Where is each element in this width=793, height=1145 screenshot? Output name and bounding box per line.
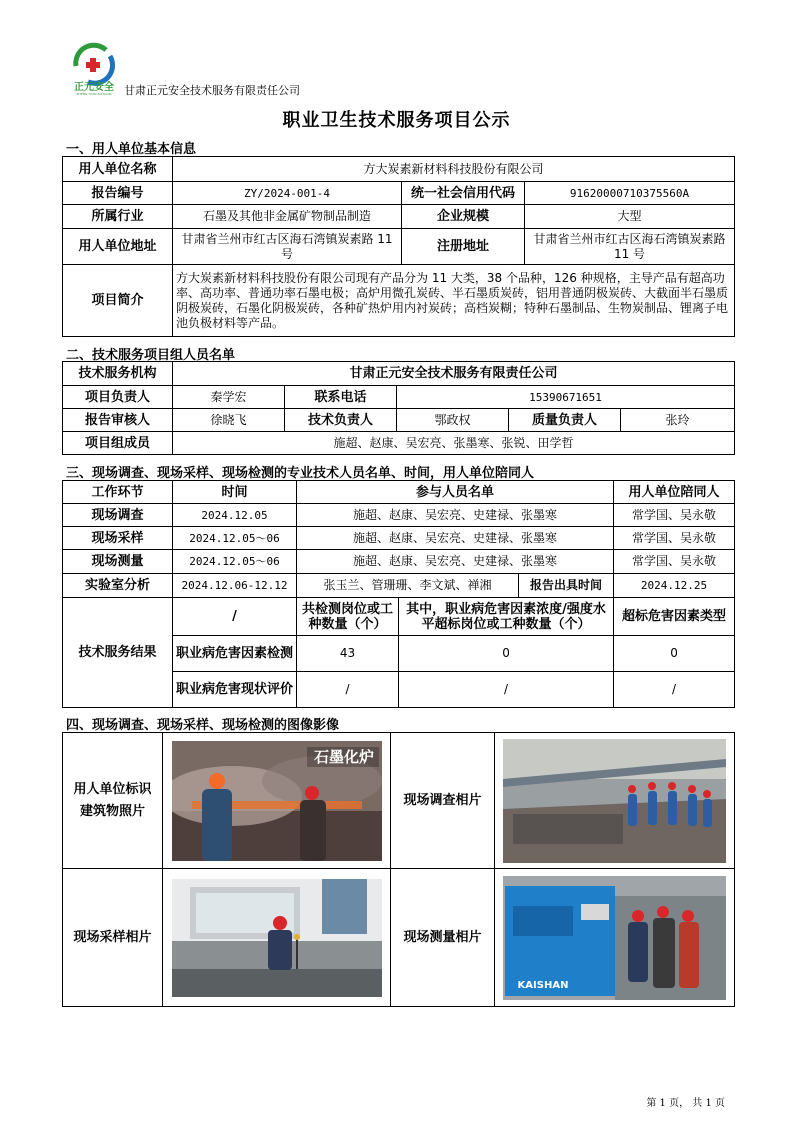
org-label: 技术服务机构 — [63, 362, 173, 386]
section1-heading: 一、用人单位基本信息 — [66, 142, 197, 157]
tech-value: 鄂政权 — [397, 409, 509, 432]
table-row — [63, 205, 735, 229]
quality-label: 质量负责人 — [509, 409, 621, 432]
members-value: 施超、赵康、吴宏亮、张墨寒、张锐、田学哲 — [173, 432, 735, 455]
reg-address-label: 注册地址 — [402, 229, 525, 265]
page-number: 第 1 页， 共 1 页 — [646, 1098, 725, 1109]
escort-measure: 常学国、吴永敬 — [614, 550, 735, 574]
intro-value: 方大炭素新材料科技股份有限公司现有产品分为 11 大类，38 个品种，126 种规格，主导产品有超高功率、高功率、普通功率石墨电极；高炉用微孔炭砖、半石墨质炭砖，铝用普通阴极炭砖、大截面半石墨质阴极炭砖，石墨化阴极炭砖，各种矿热炉用内衬炭砖；高档炭糊；特种石墨制品、生物炭制品、锂离子电池负极材料等产品。 — [173, 265, 735, 337]
unit-name-label: 用人单位名称 — [63, 157, 173, 182]
eval-over: / — [399, 672, 614, 708]
stage-survey: 现场调查 — [63, 504, 173, 527]
table-row — [63, 386, 735, 409]
photo1-cell — [163, 733, 391, 869]
table-row — [63, 574, 735, 598]
report-date-label: 报告出具时间 — [519, 574, 614, 598]
company-logo — [66, 38, 122, 96]
photo-overlay-text: 石墨化炉 — [313, 747, 374, 766]
table-row — [63, 550, 735, 574]
photo4-cell — [495, 869, 735, 1007]
leader-label: 项目负责人 — [63, 386, 173, 409]
page-title: 职业卫生技术服务项目公示 — [282, 110, 511, 131]
result-slash: / — [173, 598, 297, 636]
section4-heading: 四、现场调查、现场采样、现场检测的图像影像 — [66, 718, 340, 733]
header-factor: 超标危害因素类型 — [614, 598, 735, 636]
stage-measure: 现场测量 — [63, 550, 173, 574]
lab-label: 实验室分析 — [63, 574, 173, 598]
photo1-label: 用人单位标识建筑物照片 — [63, 733, 163, 869]
photo4-label: 现场测量相片 — [391, 869, 495, 1007]
time-sampling: 2024.12.05～06 — [173, 527, 297, 550]
phone-value: 15390671651 — [397, 386, 735, 409]
header-company: 甘肃正元安全技术服务有限责任公司 — [124, 84, 300, 97]
photo2-cell — [495, 733, 735, 869]
table-row — [63, 481, 735, 504]
time-survey: 2024.12.05 — [173, 504, 297, 527]
photo3-label: 现场采样相片 — [63, 869, 163, 1007]
section2-heading: 二、技术服务项目组人员名单 — [66, 348, 236, 363]
result-label: 技术服务结果 — [63, 598, 173, 708]
table-row — [63, 157, 735, 182]
photo2-label: 现场调查相片 — [391, 733, 495, 869]
eval-factor: / — [614, 672, 735, 708]
basic-info-table — [62, 156, 735, 337]
reg-address-value: 甘肃省兰州市红古区海石湾镇炭素路 11 号 — [525, 229, 735, 265]
col-people: 参与人员名单 — [297, 481, 614, 504]
photo3-cell — [163, 869, 391, 1007]
detect-factor: 0 — [614, 636, 735, 672]
compressor-brand: KAISHAN — [517, 979, 569, 991]
eval-label: 职业病危害现状评价 — [173, 672, 297, 708]
measurement-photo — [503, 876, 726, 1000]
detect-label: 职业病危害因素检测 — [173, 636, 297, 672]
address-label: 用人单位地址 — [63, 229, 173, 265]
table-row — [63, 265, 735, 337]
report-no-label: 报告编号 — [63, 182, 173, 205]
site-survey-photo — [503, 739, 726, 863]
industry-value: 石墨及其他非金属矿物制品制造 — [173, 205, 402, 229]
credit-code-value: 91620000710375560A — [525, 182, 735, 205]
credit-code-label: 统一社会信用代码 — [402, 182, 525, 205]
people-measure: 施超、赵康、吴宏亮、史建禄、张墨寒 — [297, 550, 614, 574]
reviewer-value: 徐晓飞 — [173, 409, 285, 432]
time-measure: 2024.12.05～06 — [173, 550, 297, 574]
table-row — [63, 527, 735, 550]
col-escort: 用人单位陪同人 — [614, 481, 735, 504]
section3-heading: 三、现场调查、现场采样、现场检测的专业技术人员名单、时间，用人单位陪同人 — [66, 466, 535, 481]
escort-survey: 常学国、吴永敬 — [614, 504, 735, 527]
logo-pinyin: ZHENG YUAN AN QUAN — [76, 92, 112, 96]
table-row — [63, 229, 735, 265]
industry-label: 所属行业 — [63, 205, 173, 229]
header-total: 共检测岗位或工种数量（个） — [297, 598, 399, 636]
logo-text: 正元安全 — [74, 82, 114, 93]
unit-name-value: 方大炭素新材料科技股份有限公司 — [173, 157, 735, 182]
reviewer-label: 报告审核人 — [63, 409, 173, 432]
stage-sampling: 现场采样 — [63, 527, 173, 550]
col-time: 时间 — [173, 481, 297, 504]
org-value: 甘肃正元安全技术服务有限责任公司 — [173, 362, 735, 386]
scale-value: 大型 — [525, 205, 735, 229]
people-sampling: 施超、赵康、吴宏亮、史建禄、张墨寒 — [297, 527, 614, 550]
table-row — [63, 504, 735, 527]
fieldwork-table — [62, 480, 735, 708]
team-table — [62, 361, 735, 455]
report-no-value: ZY/2024-001-4 — [173, 182, 402, 205]
lab-time: 2024.12.06-12.12 — [173, 574, 297, 598]
report-date-value: 2024.12.25 — [614, 574, 735, 598]
table-row — [63, 733, 735, 869]
eval-total: / — [297, 672, 399, 708]
header-over: 其中，职业病危害因素浓度/强度水平超标岗位或工种数量（个） — [399, 598, 614, 636]
table-row — [63, 409, 735, 432]
address-value: 甘肃省兰州市红古区海石湾镇炭素路 11 号 — [173, 229, 402, 265]
scale-label: 企业规模 — [402, 205, 525, 229]
sampling-photo — [172, 879, 382, 997]
people-survey: 施超、赵康、吴宏亮、史建禄、张墨寒 — [297, 504, 614, 527]
page-header — [66, 38, 726, 98]
leader-value: 秦学宏 — [173, 386, 285, 409]
table-row — [63, 182, 735, 205]
tech-label: 技术负责人 — [285, 409, 397, 432]
table-row — [63, 362, 735, 386]
detect-over: 0 — [399, 636, 614, 672]
table-row — [63, 432, 735, 455]
table-row — [63, 598, 735, 636]
col-stage: 工作环节 — [63, 481, 173, 504]
escort-sampling: 常学国、吴永敬 — [614, 527, 735, 550]
graphite-furnace-photo — [172, 741, 382, 861]
phone-label: 联系电话 — [285, 386, 397, 409]
photo-table — [62, 732, 735, 1007]
lab-people: 张玉兰、管珊珊、李文斌、禅湘 — [297, 574, 519, 598]
members-label: 项目组成员 — [63, 432, 173, 455]
detect-total: 43 — [297, 636, 399, 672]
quality-value: 张玲 — [621, 409, 735, 432]
intro-label: 项目简介 — [63, 265, 173, 337]
table-row — [63, 869, 735, 1007]
